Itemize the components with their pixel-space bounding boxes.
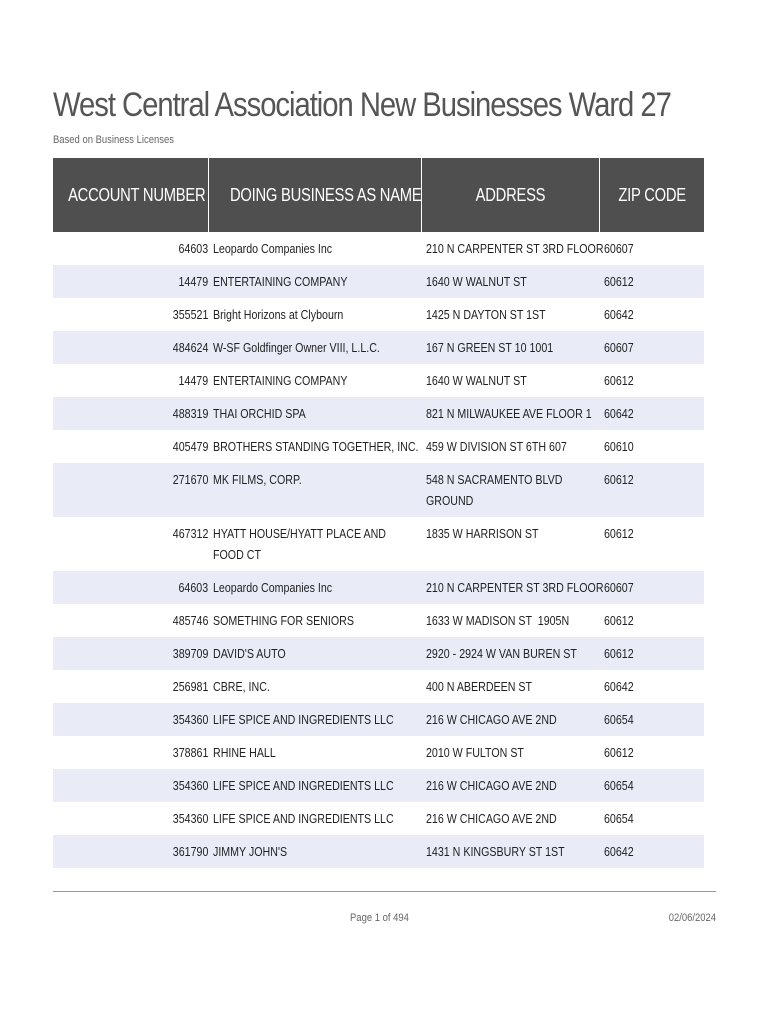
header-business-name: DOING BUSINESS AS NAME	[208, 158, 421, 232]
zip-cell: 60612	[599, 736, 704, 769]
zip-cell: 60612	[599, 463, 704, 517]
table-row	[53, 703, 704, 736]
report-title: West Central Association New Businesses Ward 27	[53, 86, 671, 124]
name-cell: CBRE, INC.	[208, 670, 421, 703]
name-cell: THAI ORCHID SPA	[208, 397, 421, 430]
zip-cell: 60607	[599, 232, 704, 265]
table-row	[53, 736, 704, 769]
table-row	[53, 298, 704, 331]
zip-cell: 60610	[599, 430, 704, 463]
account-cell: 14479	[53, 265, 208, 298]
account-cell: 467312	[53, 517, 208, 571]
name-cell: SOMETHING FOR SENIORS	[208, 604, 421, 637]
table-body	[53, 232, 704, 868]
account-cell: 354360	[53, 703, 208, 736]
address-cell: 1640 W WALNUT ST	[421, 364, 599, 397]
name-cell: W-SF Goldfinger Owner VIII, L.L.C.	[208, 331, 421, 364]
account-cell: 354360	[53, 769, 208, 802]
table-row	[53, 670, 704, 703]
table-row	[53, 232, 704, 265]
zip-cell: 60642	[599, 835, 704, 868]
account-cell: 355521	[53, 298, 208, 331]
account-cell: 484624	[53, 331, 208, 364]
zip-cell: 60607	[599, 571, 704, 604]
address-cell: 210 N CARPENTER ST 3RD FLOOR	[421, 571, 599, 604]
address-cell: 1633 W MADISON ST 1905N	[421, 604, 599, 637]
account-cell: 64603	[53, 571, 208, 604]
account-cell: 256981	[53, 670, 208, 703]
address-cell: 2010 W FULTON ST	[421, 736, 599, 769]
business-table	[53, 158, 704, 868]
name-cell: RHINE HALL	[208, 736, 421, 769]
name-cell: MK FILMS, CORP.	[208, 463, 421, 517]
name-cell: Leopardo Companies Inc	[208, 232, 421, 265]
zip-cell: 60654	[599, 802, 704, 835]
zip-cell: 60612	[599, 517, 704, 571]
zip-cell: 60642	[599, 397, 704, 430]
header-address: ADDRESS	[421, 158, 599, 232]
zip-cell: 60607	[599, 331, 704, 364]
name-cell: LIFE SPICE AND INGREDIENTS LLC	[208, 703, 421, 736]
table-row	[53, 331, 704, 364]
account-cell: 485746	[53, 604, 208, 637]
name-cell: LIFE SPICE AND INGREDIENTS LLC	[208, 802, 421, 835]
address-cell: 400 N ABERDEEN ST	[421, 670, 599, 703]
address-cell: 2920 - 2924 W VAN BUREN ST	[421, 637, 599, 670]
zip-cell: 60612	[599, 604, 704, 637]
name-cell: Bright Horizons at Clybourn	[208, 298, 421, 331]
report-subtitle: Based on Business Licenses	[53, 134, 174, 146]
table-row	[53, 430, 704, 463]
table-row	[53, 517, 704, 571]
name-cell: HYATT HOUSE/HYATT PLACE AND FOOD CT	[208, 517, 421, 571]
header-account-number: ACCOUNT NUMBER	[53, 158, 208, 232]
zip-cell: 60612	[599, 265, 704, 298]
address-cell: 1640 W WALNUT ST	[421, 265, 599, 298]
table-row	[53, 463, 704, 517]
address-cell: 459 W DIVISION ST 6TH 607	[421, 430, 599, 463]
name-cell: ENTERTAINING COMPANY	[208, 265, 421, 298]
name-cell: JIMMY JOHN'S	[208, 835, 421, 868]
name-cell: BROTHERS STANDING TOGETHER, INC.	[208, 430, 421, 463]
address-cell: 216 W CHICAGO AVE 2ND	[421, 769, 599, 802]
account-cell: 361790	[53, 835, 208, 868]
report-date: 02/06/2024	[668, 912, 716, 924]
zip-cell: 60642	[599, 298, 704, 331]
address-cell: 548 N SACRAMENTO BLVD GROUND	[421, 463, 599, 517]
account-cell: 389709	[53, 637, 208, 670]
address-cell: 167 N GREEN ST 10 1001	[421, 331, 599, 364]
name-cell: LIFE SPICE AND INGREDIENTS LLC	[208, 769, 421, 802]
zip-cell: 60612	[599, 637, 704, 670]
table-row	[53, 637, 704, 670]
table-row	[53, 397, 704, 430]
header-zip-code: ZIP CODE	[599, 158, 704, 232]
address-cell: 1835 W HARRISON ST	[421, 517, 599, 571]
table-header-row	[53, 158, 704, 232]
zip-cell: 60642	[599, 670, 704, 703]
account-cell: 378861	[53, 736, 208, 769]
name-cell: Leopardo Companies Inc	[208, 571, 421, 604]
address-cell: 1425 N DAYTON ST 1ST	[421, 298, 599, 331]
account-cell: 64603	[53, 232, 208, 265]
footer-divider	[53, 891, 716, 892]
name-cell: ENTERTAINING COMPANY	[208, 364, 421, 397]
name-cell: DAVID'S AUTO	[208, 637, 421, 670]
zip-cell: 60654	[599, 769, 704, 802]
address-cell: 216 W CHICAGO AVE 2ND	[421, 802, 599, 835]
table-row	[53, 802, 704, 835]
table-row	[53, 364, 704, 397]
zip-cell: 60612	[599, 364, 704, 397]
account-cell: 405479	[53, 430, 208, 463]
table-row	[53, 835, 704, 868]
zip-cell: 60654	[599, 703, 704, 736]
table-row	[53, 769, 704, 802]
account-cell: 14479	[53, 364, 208, 397]
address-cell: 821 N MILWAUKEE AVE FLOOR 1	[421, 397, 599, 430]
page-number: Page 1 of 494	[350, 912, 409, 924]
address-cell: 216 W CHICAGO AVE 2ND	[421, 703, 599, 736]
address-cell: 210 N CARPENTER ST 3RD FLOOR	[421, 232, 599, 265]
table-row	[53, 265, 704, 298]
table-row	[53, 604, 704, 637]
account-cell: 488319	[53, 397, 208, 430]
account-cell: 271670	[53, 463, 208, 517]
account-cell: 354360	[53, 802, 208, 835]
table-row	[53, 571, 704, 604]
address-cell: 1431 N KINGSBURY ST 1ST	[421, 835, 599, 868]
